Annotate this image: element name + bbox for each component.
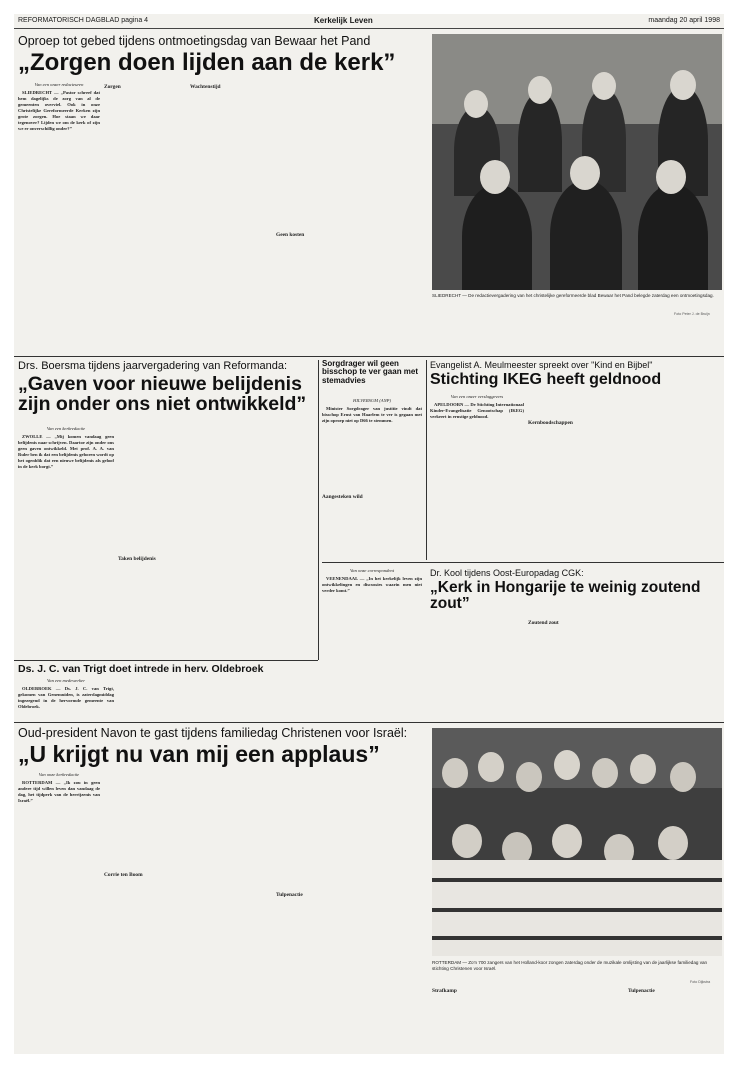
a6-headline: „Kerk in Hongarije te weinig zoutend zout”: [430, 579, 701, 613]
a7-kicker: Oud-president Navon te gast tijdens familiedag Christenen voor Israël:: [18, 726, 408, 740]
a3-body: HILVERSUM (ANP) Minister Sorgdrager van justitie vindt dat bisschop Ernst van Haarlem te ver is gegaan met zijn oproep niet op D66 te stemmen. Aangesteken wild: [322, 398, 422, 500]
a6-kicker: Dr. Kool tijdens Oost-Europadag CGK:: [430, 568, 584, 578]
newspaper-page: [14, 14, 724, 1054]
a2-column-2: Taken belijdenis: [118, 556, 156, 562]
divider-1: [14, 356, 724, 357]
a5-column-3: [218, 678, 318, 720]
a2-kicker: Drs. Boersma tijdens jaarvergadering van Reformanda:: [18, 360, 288, 372]
a1-column-2: Zorgen: [104, 84, 121, 90]
a7-column-1: Van onze kerkredactie ROTTERDAM — „Ik zou in geen andere tijd willen leven dan vandaag de dag, het tijdperk van de herrijzenis van Israël.”: [18, 772, 100, 803]
a5-headline: Ds. J. C. van Trigt doet intrede in herv. Oldebroek: [18, 663, 264, 675]
a7-headline: „U krijgt nu van mij een applaus”: [18, 741, 380, 767]
a5-column-2: [118, 678, 214, 720]
a6-column-2: [430, 618, 524, 660]
vrule-1: [318, 360, 319, 660]
a7-column-6: Strafkamp: [432, 988, 457, 994]
a7-photo-credit: Foto Dijkstra: [690, 980, 711, 984]
a7-photo: [432, 728, 722, 956]
a1-column-4: Geen kosten: [276, 232, 305, 238]
a1-column-6: [432, 316, 722, 352]
a4-kicker: Evangelist A. Meulmeester spreekt over "Kind en Bijbel": [430, 360, 653, 370]
a1-headline: „Zorgen doen lijden aan de kerk”: [18, 49, 396, 76]
a2-headline: „Gaven voor nieuwe belijdenis zijn onder ons niet ontwikkeld”: [18, 373, 307, 416]
a2-column-1: Van een kerkredactie ZWOLLE — „Mij komen vandaag geen belijdenis naar schrijven. Daartoe zijn onder ons geen gaven ontwikkeld. Met prof. A. A. van Ruler ben ik dat een belijdenis geboren wordt op het ogenblik dat een nieuwe belijdenis als geloof in de kerk borgt.”: [18, 426, 114, 469]
a5-column-1: Van een medewerker OLDEBROEK — Ds. J. C. van Trigt, gekomen van Genemuiden, is zaterdagmiddag ingezegend in de hervormde gemeente van Oldebroek.: [18, 678, 114, 709]
a6-column-3: Zoutend zout: [528, 620, 559, 626]
a2-column-3: [218, 426, 314, 656]
header-paper-name: REFORMATORISCH DAGBLAD pagina 4: [18, 17, 149, 24]
a1-column-1: Van een onzer redacteuren SLIEDRECHT — „Pastor schreef dat hem dagelijks de zorg van al de gemeenten overviel. Ook in onze Christelijke Gereformeerde Kerken zijn grote zorgen. Hoe staan we daar tegenover? Lijden we om de kerk of zijn we er onverschillig onder?”: [18, 82, 100, 131]
a1-photo: [432, 34, 722, 290]
a4-column-1: Van een onzer verslaggevers APELDOORN — De Stichting Internationaal Kinder-Evangelisatie Genootschap (IKEG) verkeert in ernstige geldnood.: [430, 394, 524, 419]
a1-photo-caption: SLIEDRECHT — De redactievergadering van het christelijke gereformeerde blad Bewaar het Pand belegde zaterdag een ontmoetingsdag.: [432, 293, 714, 298]
a1-column-5: [362, 82, 428, 352]
header-section: Kerkelijk Leven: [314, 16, 373, 25]
header-date: maandag 20 april 1998: [648, 17, 720, 24]
divider-a4: [322, 562, 724, 563]
a7-photo-caption: ROTTERDAM — Zo'n 700 zangers van het Holland-koor zongen zaterdag onder de muzikale omlijsting van de jaarlijkse familiedag van stichting Christenen voor Israël.: [432, 960, 708, 971]
divider-a5: [14, 660, 318, 661]
a7-column-2: Corrie ten Boom: [104, 872, 143, 878]
a3-headline: Sorgdrager wil geen bisschop te ver gaan met stemadvies: [322, 359, 419, 385]
a6-column-1: Van onze correspondent VEENENDAAL — „In het kerkelijk leven zijn ontwikkelingen en discussies waarin men niet verder komt.”: [322, 568, 422, 593]
a7-column-8: Tulpenactie: [628, 988, 655, 994]
a7-column-4: Tulpenactie: [276, 892, 303, 898]
a4-column-3: [626, 394, 722, 560]
a7-column-3: [190, 772, 272, 1048]
a4-column-2: Kernboodschappen: [528, 420, 573, 426]
a6-column-4: [626, 618, 722, 660]
a1-column-3: Wachtenstijd: [190, 84, 221, 90]
a1-photo-credit: Foto Peter J. de Bruijn: [674, 312, 710, 316]
a7-column-5: [362, 772, 428, 1048]
a1-kicker: Oproep tot gebed tijdens ontmoetingsdag van Bewaar het Pand: [18, 34, 371, 48]
divider-2: [14, 722, 724, 723]
a7-column-7: [530, 986, 624, 1048]
page-header: [14, 14, 724, 29]
a4-headline: Stichting IKEG heeft geldnood: [430, 371, 662, 388]
vrule-2: [426, 360, 427, 560]
